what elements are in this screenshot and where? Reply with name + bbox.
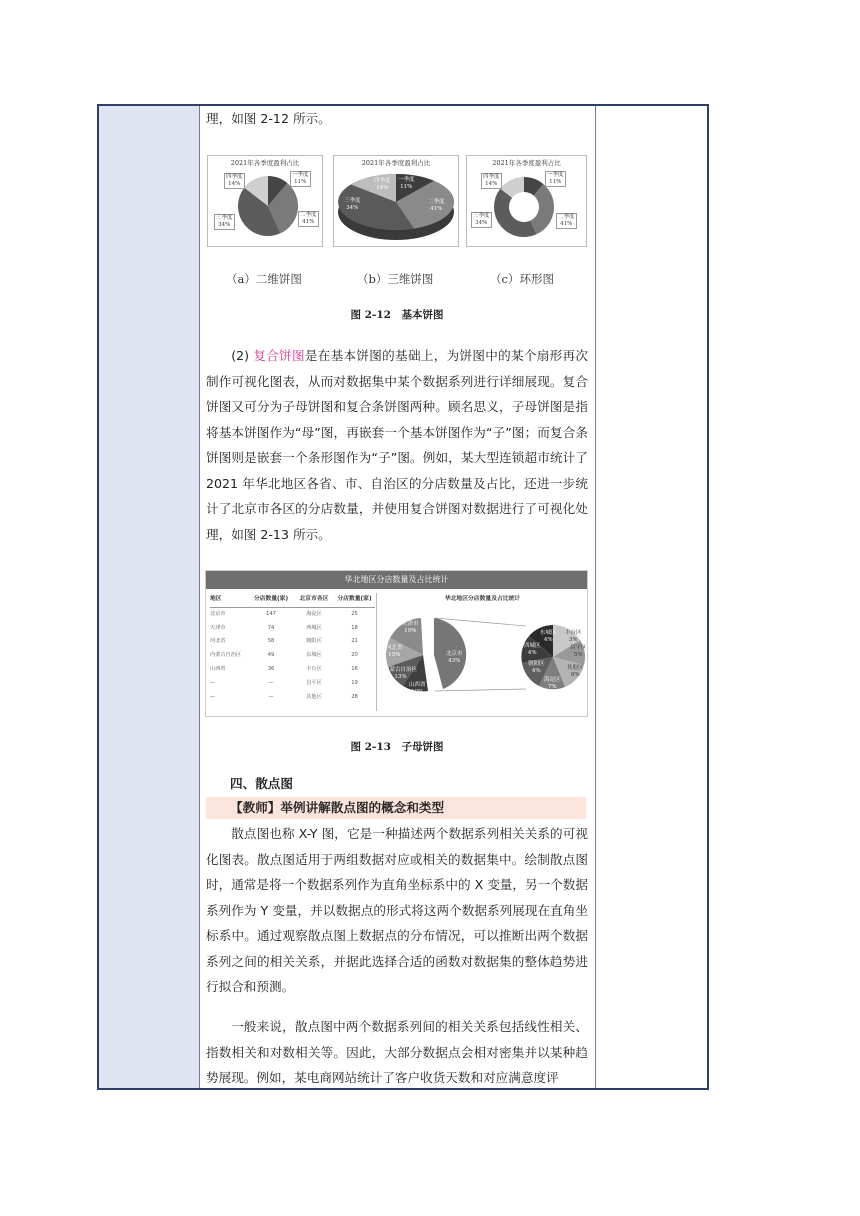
combo-header: 华北地区分店数量及占比统计 (206, 571, 587, 589)
table-cell: 58 (267, 638, 275, 645)
table-cell: 21 (351, 638, 358, 645)
small-pie-label-haidian: 海淀区 7% (544, 677, 561, 690)
pie-3d-title: 2021年各季度盈利占比 (361, 159, 431, 167)
para2-prefix: (2) (231, 348, 254, 363)
big-pie-label-tianjin: 天津市 19% (402, 621, 419, 634)
right-column-divider (595, 106, 596, 1088)
table-cell: 49 (267, 652, 275, 659)
table-cell: — (268, 679, 274, 686)
pie-2d-label-q1: 一季度 11% (292, 172, 309, 185)
table-cell: 朝阳区 (306, 638, 322, 645)
combo-pie-title: 华北地区分店数量及占比统计 (444, 596, 521, 602)
big-pie-label-hebei: 河北省 15% (386, 645, 403, 658)
pie-donut-label-q3: 三季度 34% (473, 213, 490, 226)
subcaption-b: （b）三维饼图 (357, 272, 434, 286)
pie-2d-title: 2021年各季度盈利占比 (230, 159, 300, 167)
table-cell: 19 (351, 679, 358, 686)
table-cell: 25 (351, 610, 358, 617)
paragraph-scatter: 散点图也称 X-Y 图，它是一种描述两个数据系列相关关系的可视化图表。散点图适用于两组数据对应或相关的数据集中。绘制散点图时，通常是将一个数据系列作为直角坐标系中的 X 变量，另一个数据系列作为 Y 变量，并以数据点的形式将这两个数据系列展现在直角坐标系中。通过观察散点图上数据点的分布情况，可以推断出两个数据系列之间的相关关系，并据此选择合适的函数对数据集的整体趋势进行拟合和预测。 (206, 826, 588, 994)
small-pie-label-changping: 昌平区 5% (570, 645, 587, 658)
table-cell: 16 (351, 665, 358, 672)
pie-donut-title: 2021年各季度盈利占比 (492, 159, 561, 167)
pie-donut-label-q1: 一季度 11% (547, 172, 564, 185)
pie-2d-label-q2: 二季度 41% (300, 212, 317, 225)
figure-2-13 (205, 570, 588, 717)
figure-caption-2-13: 图 2-13 子母饼图 (350, 741, 444, 753)
small-pie-label-other: 其他区 8% (567, 665, 584, 678)
table-cell: 天津市 (210, 624, 226, 631)
col-header: 北京市各区 (299, 596, 329, 602)
pie-donut (466, 155, 587, 247)
table-cell: 山西省 (210, 665, 226, 672)
paragraph-correlation: 一般来说，散点图中两个数据系列间的相关关系包括线性相关、指数相关和对数相关等。因此，大部分数据点会相对密集并以某种趋势展现。例如，某电商网站统计了客户收货天数和对应满意度评 (206, 1019, 588, 1085)
table-cell: 36 (267, 665, 275, 672)
big-pie-label-beijing: 北京市 43% (446, 651, 463, 664)
left-column (99, 106, 200, 1088)
pie-2d (207, 155, 323, 247)
table-cell: 西城区 (306, 624, 322, 631)
table-cell: 28 (351, 693, 358, 700)
small-pie-label-chaoyang: 朝阳区 4% (528, 661, 545, 674)
table-cell: 海淀区 (306, 610, 322, 617)
table-cell: 内蒙古自治区 (210, 652, 242, 659)
pie-donut-label-q4: 四季度 14% (483, 174, 500, 187)
col-header: 地区 (210, 596, 222, 602)
paragraph-compound-pie (206, 343, 588, 547)
pie-3d-label-q3: 三季度 34% (344, 198, 361, 211)
table-cell: 20 (351, 652, 358, 659)
figure-caption-2-12: 图 2-12 基本饼图 (350, 309, 444, 321)
pie-3d (333, 155, 459, 247)
section-heading: 四、散点图 (230, 776, 293, 791)
table-cell: 昌平区 (306, 679, 322, 686)
pie-donut-label-q2: 二季度 41% (558, 214, 575, 227)
small-pie-label-xicheng: 西城区 4% (524, 643, 541, 656)
subcaption-a: （a）二维饼图 (226, 272, 302, 286)
table-cell: 18 (351, 624, 358, 631)
pie-3d-label-q4: 四季度 14% (374, 178, 391, 191)
table-cell: — (210, 693, 216, 700)
intro-line: 理，如图 2-12 所示。 (206, 111, 331, 126)
table-cell: 74 (267, 624, 275, 631)
pie-2d-label-q4: 四季度 14% (226, 174, 243, 187)
pie-2d-label-q3: 三季度 34% (216, 215, 233, 228)
subcaption-c: （c）环形图 (490, 272, 554, 286)
pie-3d-label-q1: 一季度 11% (398, 177, 415, 190)
teacher-note: 【教师】举例讲解散点图的概念和类型 (206, 797, 586, 819)
small-pie-label-fengtai: 丰台区 3% (565, 630, 582, 643)
table-cell: 河北省 (210, 638, 226, 645)
term-compound-pie: 复合饼图 (253, 348, 305, 363)
table-cell: 147 (266, 610, 276, 617)
table-cell: — (210, 679, 216, 686)
pie-3d-label-q2: 二季度 41% (428, 199, 445, 212)
col-header: 分店数量(家) (253, 596, 289, 602)
table-cell: 北京市 (210, 610, 226, 617)
col-header: 分店数量(家) (337, 596, 372, 602)
table-cell: — (268, 693, 274, 700)
table-cell: 其他区 (306, 693, 322, 700)
table-cell: 东城区 (306, 652, 322, 659)
big-pie-label-shanxi: 山西省 10% (409, 682, 426, 695)
para2-rest: 是在基本饼图的基础上，为饼图中的某个扇形再次制作可视化图表，从而对数据集中某个数据系列进行详细展现。复合饼图又可分为子母饼图和复合条饼图两种。顾名思义，子母饼图是指将基本饼图作为“母”图，再嵌套一个基本饼图作为“子”图；而复合条饼图则是嵌套一个条形图作为“子”图。例如，某大型连锁超市统计了 2021 年华北地区各省、市、自治区的分店数量及占比，还进一步统计了北京市各区的分店数量，并使用复合饼图对数据进行了可视化处理，如图 2-13 所示。 (206, 348, 589, 542)
big-pie-label-neimenggu: 内蒙古自治区 13% (384, 667, 418, 680)
table-cell: 丰台区 (306, 665, 322, 672)
small-pie-label-dongcheng: 东城区 4% (540, 630, 557, 643)
